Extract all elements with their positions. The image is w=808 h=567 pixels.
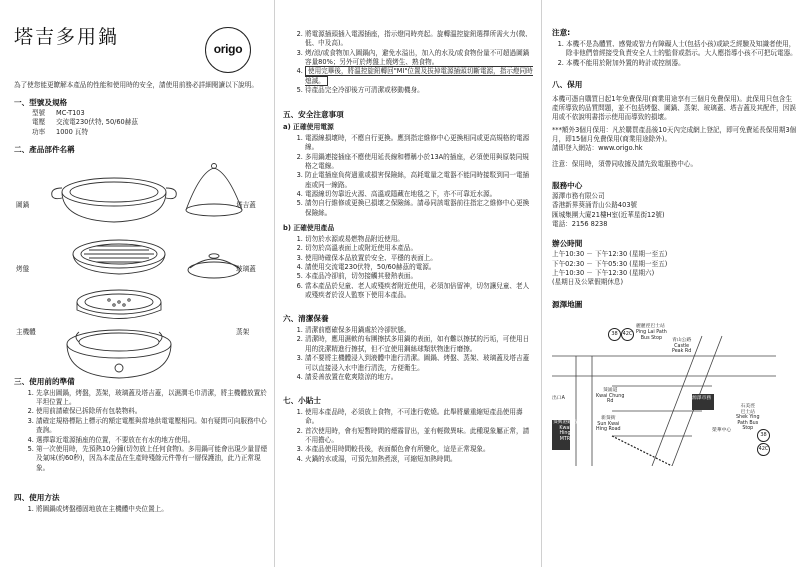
intro-text: 為了使您能更瞭解本產品的性能和使用時的安全，請使用前務必詳細閱讀以下說明。 — [14, 80, 258, 89]
hours-section — [552, 239, 798, 287]
map-label: 麗麗徑巴士站 — [636, 324, 665, 330]
list-item: 4. 請使用交流電230伏特，50/60赫茲的電源。 — [305, 263, 533, 272]
list-item: 2. 將電源插頭插入電源插座，指示燈同時亮起。旋轉溫控旋鈕選擇所需火力(微、低、中及高)。 — [305, 30, 533, 49]
parts-heading: 二、產品部件名稱 — [14, 145, 75, 155]
hours-line: 下午02:30 － 下午05:30 (星期一至五) — [552, 259, 668, 268]
spec-row: 功率 1000 瓦特 — [32, 127, 89, 136]
hours-line: 上午10:30 － 下午12:30 (星期六) — [552, 268, 655, 277]
list-item: 1. 清潔前應確保多用鍋處於冷卻狀態。 — [305, 326, 533, 335]
left-column — [14, 24, 272, 514]
list-item: 3. 烤/涼/或食物加入圖鍋內，避免水溢出，加入的水及/或食物份量不可超過圖鍋容量80%；另外可於烤盤上燒烤生、熟食物。 — [305, 49, 533, 68]
list-item: 1. 使用本產品時，必須放上食物，不可進行乾燒。此舉將嚴重縮短產品使用壽命。 — [305, 408, 533, 427]
page-title: 塔吉多用鍋 — [14, 26, 120, 48]
safety-a-heading: a) 正確使用電源 — [283, 123, 334, 132]
service-heading: 服務中心 — [552, 181, 583, 191]
service-address: 香港新界葵涌青山公路403號 — [552, 201, 638, 210]
service-phone: 電話：2156 8238 — [552, 220, 608, 229]
spec-heading: 一、型號及規格 — [14, 98, 68, 108]
hours-heading: 辦公時間 — [552, 239, 583, 249]
list-item: 2. 清潔時，應用濕軟的布團擦拭多用鍋的表面，如有難以擦拭的污垢，可使用日用的洗潔精進行擦拭，但不宜使用鋼絲球類狀物進行磨擦。 — [305, 335, 533, 354]
clean-section — [283, 314, 533, 382]
warranty-text: 本機可憑自購買日起1年免費保用(商業用途享有三個月免費保用)。此保用只包含生產所導致的品質問題，並不包括烤盤、圖鍋、蒸架、玻璃蓋、塔吉蓋及其配件，因誤用或不依說明書指示使用而導致的損壞。 — [552, 94, 796, 122]
bus-stop-icon: 42C — [757, 443, 770, 456]
list-item: 2. 本機不能用於附加外置的時計或控制器。 — [566, 59, 798, 68]
spec-row: 電壓 交流電230伏特, 50/60赫茲 — [32, 118, 138, 127]
map-label: 石美徑 巴士站 Shek Ying Path Bus Stop — [736, 404, 760, 432]
bus-stop-icon: 38 — [608, 328, 621, 341]
list-item: 4. 火鍋的水或湯，可預先加熱煮滾，可縮短加熱時間。 — [305, 455, 533, 464]
service-address-2: 匯城集團大廈21樓H室(近華星街12號) — [552, 210, 665, 219]
list-item: 1. 本機不是為體質、感覺或智力有障礙人士(包括小孩)或缺乏經驗及知識者使用，除非他們曾經接受負責安全人士的監督或指示。大人應指導小孩不可把玩電器。 — [566, 40, 798, 59]
map-section — [552, 300, 798, 467]
method-section — [14, 493, 272, 514]
tips-list — [283, 408, 533, 464]
list-item: 3. 使用時確保本品放置於安全、平穩的表面上。 — [305, 254, 533, 263]
parts-section — [14, 145, 272, 387]
map-label: 葵興港鐵站 Kwai Hing MTR — [553, 420, 577, 442]
method-list — [14, 505, 272, 514]
map-label: 葵涌道 Kwai Chung Rd — [596, 388, 625, 405]
label-grill: 烤盤 — [16, 264, 30, 273]
map-label: 青山公路 Castle Peak Rd — [672, 338, 692, 355]
hours-line: (星期日及公眾假期休息) — [552, 278, 624, 287]
safety-b-heading: b) 正確使用產品 — [283, 224, 335, 233]
method-heading: 四、使用方法 — [14, 492, 60, 502]
brand-logo: origo — [205, 27, 251, 73]
map-label: Ping Lai Path Bus Stop — [636, 330, 667, 341]
label-steamer: 蒸架 — [236, 327, 250, 336]
map-heading: 源澤地圖 — [552, 299, 583, 309]
safety-heading: 五、安全注意事項 — [283, 109, 344, 119]
map-label: 新葵街 Sun Kwai Hing Road — [596, 416, 621, 433]
list-item: 6. 當本產品於兒童、老人或殘疾者附近使用，必須加倍留神，切勿讓兒童、老人或殘疾者於沒人監察下使用本產品。 — [305, 282, 533, 301]
list-item: 3. 請不要將主機體浸入到液體中進行清潔。圖鍋、烤盤、蒸架、玻璃蓋及塔吉蓋可以直接浸入水中進行清洗，方便衛生。 — [305, 354, 533, 373]
map-label: 榮華中心 — [712, 428, 732, 434]
label-body: 主機體 — [16, 327, 36, 336]
hours-line: 上午10:30 － 下午12:30 (星期一至五) — [552, 250, 668, 259]
spec-table — [32, 109, 272, 137]
warranty-extra: ***額外3個月保用：凡於購買產品後10天內完成網上登記，即可免費延長保用期3個月，即15個月免費保用(商業用途除外)。 — [552, 125, 797, 144]
bus-stop-icon: 38 — [757, 429, 770, 442]
notice-list — [552, 40, 798, 68]
spec-row: 型號 MC-T103 — [32, 109, 85, 118]
warranty-section — [552, 80, 798, 169]
middle-column — [283, 30, 533, 464]
service-section — [552, 181, 798, 229]
list-item: 4. 請妥善放置在乾爽陰涼的地方。 — [305, 373, 533, 382]
location-map — [552, 316, 776, 466]
list-item: 5. 本產品冷卻前，切勿接觸其發熱表面。 — [305, 272, 533, 281]
list-item: 1. 將圖鍋或烤盤穩固地放在主機體中央位置上。 — [36, 505, 272, 514]
label-tajine-lid: 塔吉蓋 — [236, 200, 256, 209]
label-pot: 圖鍋 — [16, 200, 30, 209]
clean-list — [283, 326, 533, 382]
list-item: 4. 電源線切勿靠近火源、高溫或隱藏在地毯之下，亦不可靠近水源。 — [305, 190, 533, 199]
warranty-website: 請即登入網站：www.origo.hk — [552, 144, 643, 153]
map-label: 源澤市務 — [692, 396, 712, 402]
list-item: 1. 電源線損壞時，不應自行更換。應到指定維修中心更換相同或更高規格的電源線。 — [305, 134, 533, 153]
safety-section — [283, 110, 533, 301]
list-item: 5. 請勿自行維修或更換已損壞之保險絲。請尋同該電器前往指定之維修中心更換保險絲。 — [305, 199, 533, 218]
prepare-list — [14, 389, 272, 473]
list-item: 2. 使用前請確保已拆除所有包裝物料。 — [36, 407, 272, 416]
list-item: 2. 首次使用時，會有短暫時間的煙霧冒出，並有輕微異味。此種現象屬正常，請不用擔心。 — [305, 427, 533, 446]
warranty-note: 注意：保用時，須帶同收據及請先致電服務中心。 — [552, 159, 698, 168]
warranty-heading: 八、保用 — [552, 79, 583, 89]
method-list-cont — [283, 30, 533, 96]
list-item: 4. 選擇靠近電源插座的位置，不要放在有水的地方使用。 — [36, 436, 272, 445]
map-label: 出口A — [552, 396, 565, 402]
tips-section — [283, 396, 533, 464]
label-glass-lid: 玻璃蓋 — [236, 264, 256, 273]
list-item: 1. 先拿出圖鍋，烤盤，蒸架，玻璃蓋及塔吉蓋，以濕潤毛巾清潔，將主機體放置於平坦位置上。 — [36, 389, 272, 408]
list-item: 5. 第一次使用時，先預熱10分鐘(切勿放上任何食物)。多用鍋可能會出現少量冒煙及氣味(約60秒)，因為本產品在生產時殘餘元件帶有一層保護油，此乃正常現象。 — [36, 445, 272, 473]
prepare-heading: 三、使用前的準備 — [14, 376, 75, 386]
parts-illustration — [14, 162, 272, 387]
safety-a-list — [283, 134, 533, 218]
list-item: 4. 使用完畢後，將溫控旋鈕轉回"MI"位置及拔掉電源插頭切斷電源，指示燈同時熄滅。 — [305, 67, 533, 86]
list-item: 1. 切勿於水源或易燃物品附近使用。 — [305, 235, 533, 244]
list-item: 2. 多用鍋連接插座不應使用延長線和標稱小於13A的插座，必須使用與原裝同規格之電線。 — [305, 153, 533, 172]
safety-b-list — [283, 235, 533, 301]
list-item: 5. 待產品完全冷卻後方可清潔或移動機身。 — [305, 86, 533, 95]
tips-heading: 七、小貼士 — [283, 396, 321, 406]
notice-section — [552, 28, 798, 68]
bus-stop-icon: 42C — [621, 328, 634, 341]
clean-heading: 六、清潔保養 — [283, 314, 329, 324]
list-item: 2. 切勿於高溫表面上或附近使用本產品。 — [305, 244, 533, 253]
list-item: 3. 請確定規格標貼上標示的額定電壓與當地供電電壓相同。如有疑問可向服務中心查詢。 — [36, 417, 272, 436]
notice-heading: 注意: — [552, 28, 571, 37]
service-company: 源澤市務有限公司 — [552, 191, 605, 200]
list-item: 3. 本產品使用時間較長後，表面顏色會有所變化，這是正常現象。 — [305, 445, 533, 454]
list-item: 3. 防止電插座負荷過重或損害保險絲，高耗電量之電器不能同時接駁到同一電插座或同一線路。 — [305, 171, 533, 190]
prepare-section — [14, 377, 272, 473]
spec-section — [14, 98, 272, 137]
parts-diagram — [14, 162, 272, 387]
right-column — [552, 28, 798, 466]
